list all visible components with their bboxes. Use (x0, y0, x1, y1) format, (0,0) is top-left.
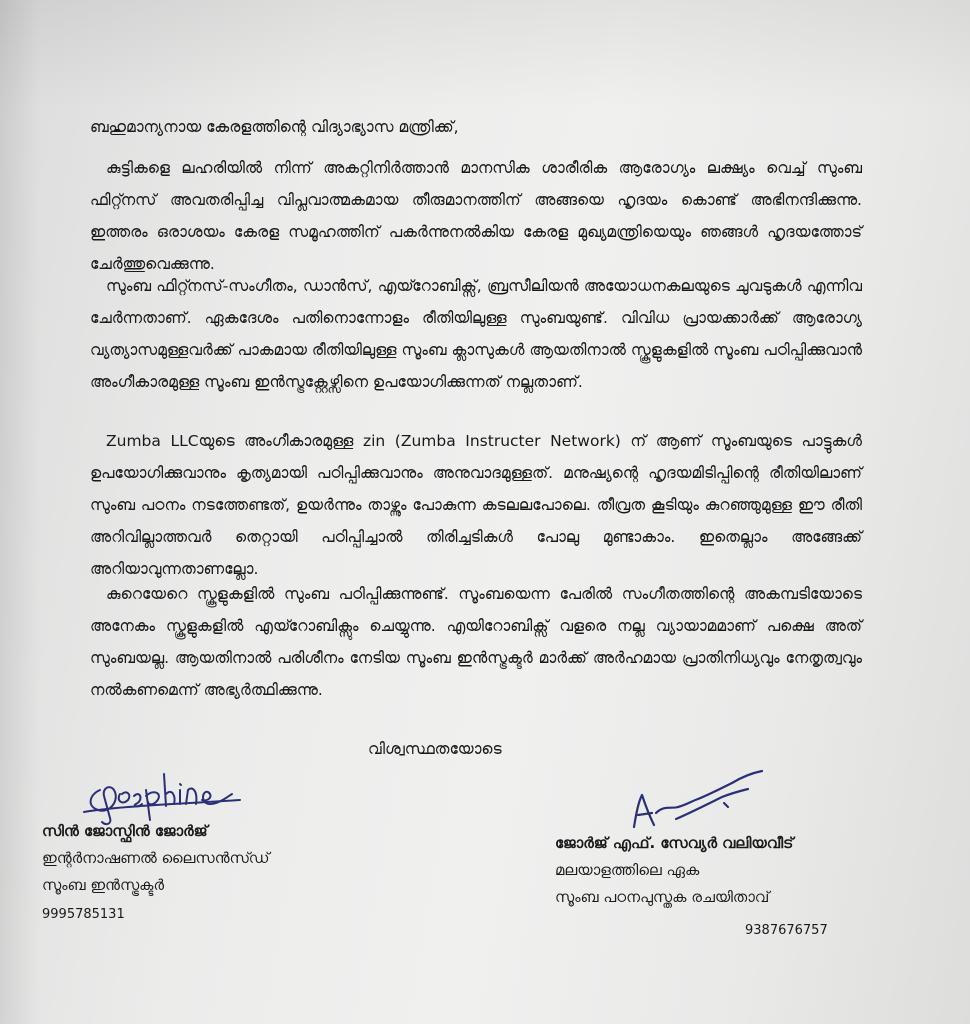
signatory-right-name: ജോർജ് എഫ്. സേവ്യർ വലിയവീട് (555, 834, 794, 852)
paragraph-2: സുംബ ഫിറ്റ്നസ്-സംഗീതം, ഡാൻസ്, എയ്റോബിക്സ്, ബ്രസീലിയൻ അയോധനകലയുടെ ചുവടുകൾ എന്നിവ ചേർന്നതാണ്. ഏകദേശം പതിനൊന്നോളം രീതിയിലുള്ള സുംബയുണ്ട്. വിവിധ പ്രായക്കാർക്ക് ആരോഗ്യ വ്യത്യാസമുള്ളവർക്ക് പാകമായ രീതിയിലുള്ള സൂംബ ക്ലാസുകൾ ആയതിനാൽ സ്കൂളുകളിൽ സൂംബ പഠിപ്പിക്കുവാൻ അംഗീകാരമുള്ള സൂംബ ഇൻസ്ട്രക്റ്റേഴ്സിനെ ഉപയോഗിക്കുന്നത് നല്ലതാണ്. (90, 277, 862, 391)
closing: വിശ്വസ്ഥതയോടെ (368, 740, 502, 758)
signatory-right-title-1: മലയാളത്തിലെ ഏക (555, 861, 700, 879)
signatory-left-phone: 9995785131 (42, 907, 125, 922)
signatory-left (42, 818, 269, 928)
signature-right (620, 765, 770, 840)
paragraph-1: കുട്ടികളെ ലഹരിയിൽ നിന്ന് അകറ്റിനിർത്താൻ മാനസിക ശാരീരിക ആരോഗ്യം ലക്ഷ്യം വെച്ച് സുംബ ഫിറ്റ്നസ് അവതരിപ്പിച്ച വിപ്ലവാത്മകമായ തീരുമാനത്തിന് അങ്ങയെ ഹൃദയം കൊണ്ട് അഭിനന്ദിക്കുന്നു. ഇത്തരം ഒരാശയം കേരള സമൂഹത്തിന് പകർന്നുനൽകിയ കേരള മുഖ്യമന്ത്രിയെയും ഞങ്ങൾ ഹൃദയത്തോട് ചേർത്തുവെക്കുന്നു. (90, 159, 862, 273)
paragraph-3: Zumba LLCയുടെ അംഗീകാരമുള്ള zin (Zumba Instructer Network) ന് ആണ് സൂംബയുടെ പാട്ടുകൾ ഉപയോഗിക്കുവാനും കൃത്യമായി പഠിപ്പിക്കുവാനും അനുവാദമുള്ളത്. മനുഷ്യന്റെ ഹൃദയമിടിപ്പിന്റെ രീതിയിലാണ് സുംബ പഠനം നടത്തേണ്ടത്, ഉയർന്നും താഴ്ന്നും പോകുന്ന കടലലപോലെ. തീവ്രത കൂടിയും കുറഞ്ഞുമുള്ള ഈ രീതി അറിവില്ലാത്തവർ തെറ്റായി പഠിപ്പിച്ചാൽ തിരിച്ചടികൾ പോലു മുണ്ടാകാം. ഇതെല്ലാം അങ്ങേക്ക് അറിയാവുന്നതാണല്ലോ. (90, 432, 862, 578)
signatory-right-phone: 9387676757 (745, 923, 828, 938)
signatory-right (555, 830, 828, 944)
paper-edge-shadow (0, 0, 40, 1024)
paper-shadow (0, 0, 970, 110)
signatory-right-title-2: സൂംബ പഠനപുസ്തക രചയിതാവ് (555, 888, 770, 906)
paragraph-4: കുറെയേറെ സ്കൂളുകളിൽ സുംബ പഠിപ്പിക്കുന്നുണ്ട്. സൂംബയെന്ന പേരിൽ സംഗീതത്തിന്റെ അകമ്പടിയോടെ അനേകം സ്കൂളുകളിൽ എയ്റോബിക്സും ചെയ്യുന്നു. എയിറോബിക്സ് വളരെ നല്ല വ്യായാമമാണ് പക്ഷെ അത് സുംബയല്ല. ആയതിനാൽ പരിശീനം നേടിയ സൂംബ ഇൻസ്ട്രക്ടർ മാർക്ക് അർഹമായ പ്രാതിനിധ്യവും നേതൃത്വവും നൽകണമെന്ന് അഭ്യർത്ഥിക്കുന്നു. (90, 585, 862, 699)
signatory-left-title-2: സൂംബ ഇൻസ്ട്രക്ടർ (42, 876, 164, 894)
signatory-left-title-1: ഇന്റർനാഷണൽ ലൈസൻസ്ഡ് (42, 849, 270, 867)
salutation: ബഹുമാന്യനായ കേരളത്തിന്റെ വിദ്യാഭ്യാസ മന്ത്രിക്ക്, (90, 118, 459, 136)
signatory-left-name: സിൻ ജോസ്ഫിൻ ജോർജ് (42, 822, 208, 840)
